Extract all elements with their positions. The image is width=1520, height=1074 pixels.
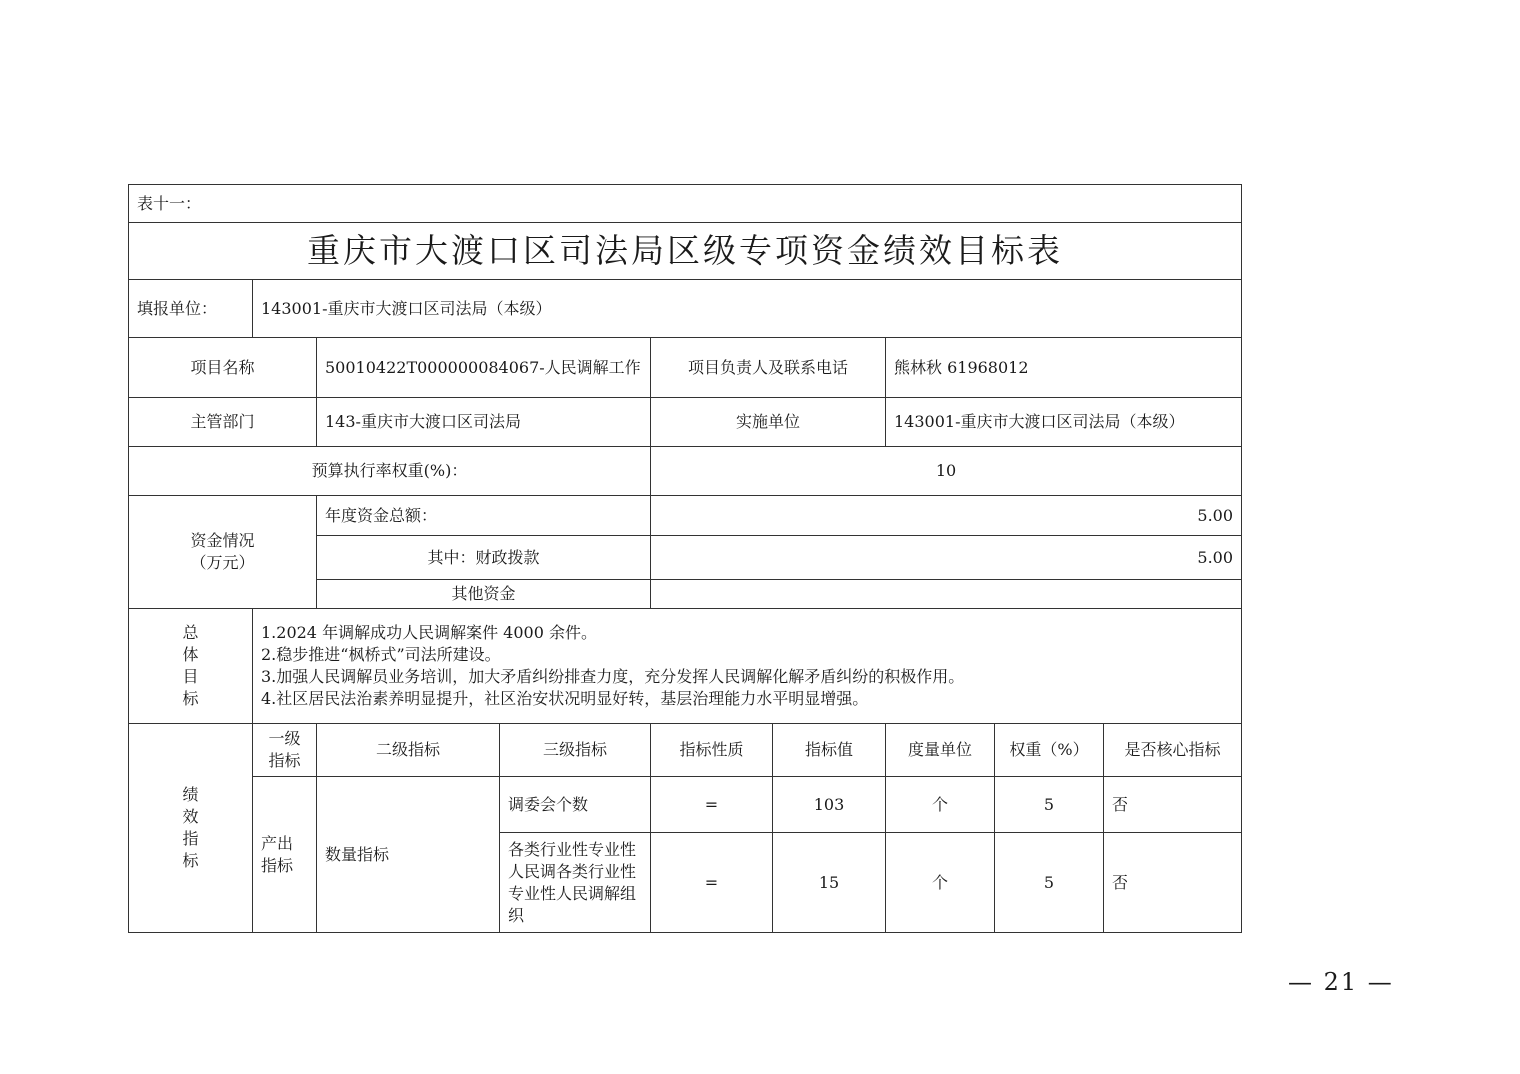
overall-goal-content xyxy=(253,609,1242,724)
goal-line: 1.2024 年调解成功人民调解案件 4000 余件。 xyxy=(261,623,597,642)
row-core: 否 xyxy=(1104,777,1242,833)
goal-line: 4.社区居民法治素养明显提升，社区治安状况明显好转，基层治理能力水平明显增强。 xyxy=(261,689,869,708)
row-nature: = xyxy=(651,833,773,933)
header-level1-line1: 一级 xyxy=(268,729,301,748)
row-weight: 5 xyxy=(995,833,1104,933)
row-nature: = xyxy=(651,777,773,833)
reporting-unit-label: 填报单位： xyxy=(129,280,253,338)
header-level3: 三级指标 xyxy=(500,724,651,777)
budget-weight-label: 预算执行率权重(%)： xyxy=(129,447,651,496)
row-level3: 各类行业性专业性人民调各类行业性专业性人民调解组织 xyxy=(500,833,651,933)
project-leader-label: 项目负责人及联系电话 xyxy=(651,338,886,398)
indicator-label-char: 指 xyxy=(182,829,199,848)
row-unit: 个 xyxy=(886,833,995,933)
row-level3: 调委会个数 xyxy=(500,777,651,833)
table-row xyxy=(129,777,1242,833)
row-value: 15 xyxy=(773,833,886,933)
other-funds-value xyxy=(651,580,1242,609)
row-unit: 个 xyxy=(886,777,995,833)
indicator-label-char: 绩 xyxy=(182,785,199,804)
dept-label: 主管部门 xyxy=(129,398,317,447)
header-core: 是否核心指标 xyxy=(1104,724,1242,777)
dept-value: 143-重庆市大渡口区司法局 xyxy=(317,398,651,447)
project-name-label: 项目名称 xyxy=(129,338,317,398)
funds-label-line2: （万元） xyxy=(190,553,255,572)
goal-label-char: 目 xyxy=(182,667,199,686)
table-label: 表十一： xyxy=(129,185,1242,223)
annual-total-value: 5.00 xyxy=(651,496,1242,536)
page-title: 重庆市大渡口区司法局区级专项资金绩效目标表 xyxy=(129,223,1242,280)
page-number: — 21 — xyxy=(1288,968,1394,996)
project-leader-value: 熊林秋 61968012 xyxy=(886,338,1242,398)
performance-indicator-label xyxy=(129,724,253,933)
header-value: 指标值 xyxy=(773,724,886,777)
indicator-label-char: 标 xyxy=(182,851,199,870)
row-value: 103 xyxy=(773,777,886,833)
reporting-unit-value: 143001-重庆市大渡口区司法局（本级） xyxy=(253,280,1242,338)
goal-label-char: 标 xyxy=(182,689,199,708)
row-weight: 5 xyxy=(995,777,1104,833)
annual-total-label: 年度资金总额： xyxy=(317,496,651,536)
header-level2: 二级指标 xyxy=(317,724,500,777)
level1-line2: 指标 xyxy=(261,855,294,875)
header-unit: 度量单位 xyxy=(886,724,995,777)
row-core: 否 xyxy=(1104,833,1242,933)
level1-line1: 产出 xyxy=(261,833,294,853)
header-nature: 指标性质 xyxy=(651,724,773,777)
header-level1 xyxy=(253,724,317,777)
funds-label xyxy=(129,496,317,609)
budget-weight-value: 10 xyxy=(651,447,1242,496)
project-name-value: 50010422T000000084067-人民调解工作 xyxy=(317,338,651,398)
goal-line: 2.稳步推进“枫桥式”司法所建设。 xyxy=(261,645,501,664)
header-level1-line2: 指标 xyxy=(268,751,301,770)
fiscal-allocation-label: 其中：财政拨款 xyxy=(317,536,651,580)
impl-unit-label: 实施单位 xyxy=(651,398,886,447)
level1-output xyxy=(253,777,317,933)
indicator-label-char: 效 xyxy=(182,807,199,826)
impl-unit-value: 143001-重庆市大渡口区司法局（本级） xyxy=(886,398,1242,447)
header-weight: 权重（%） xyxy=(995,724,1104,777)
fiscal-allocation-value: 5.00 xyxy=(651,536,1242,580)
other-funds-label: 其他资金 xyxy=(317,580,651,609)
goal-label-char: 体 xyxy=(182,645,199,664)
goal-label-char: 总 xyxy=(182,623,199,642)
level2-quantity: 数量指标 xyxy=(317,777,500,933)
overall-goal-label xyxy=(129,609,253,724)
performance-target-table xyxy=(128,184,1242,933)
funds-label-line1: 资金情况 xyxy=(190,531,255,550)
goal-line: 3.加强人民调解员业务培训，加大矛盾纠纷排查力度，充分发挥人民调解化解矛盾纠纷的积极作用。 xyxy=(261,667,965,686)
